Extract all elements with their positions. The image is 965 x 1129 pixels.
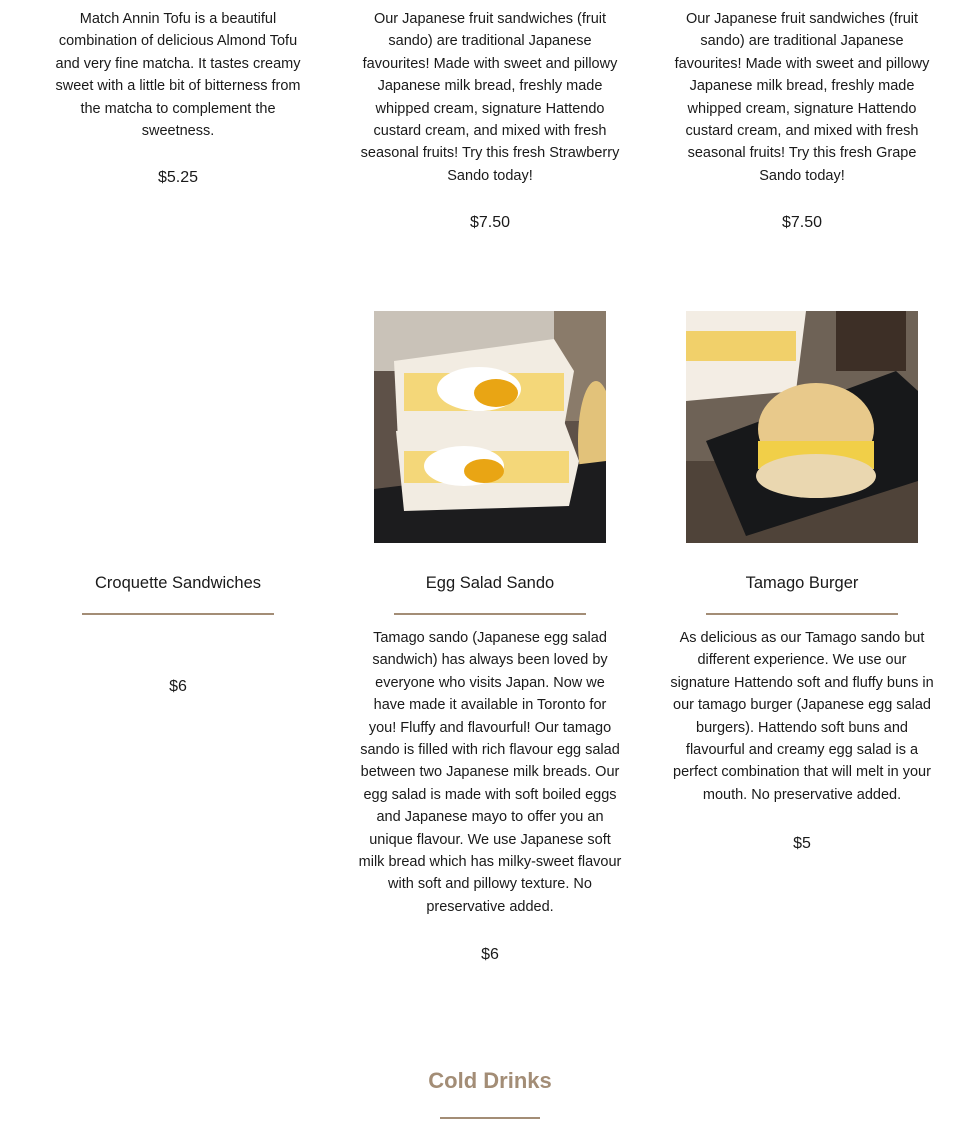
item-price: $5.25: [157, 169, 199, 186]
item-price: $7.50: [781, 214, 823, 231]
item-description: Our Japanese fruit sandwiches (fruit sando) are traditional Japanese favourites! Made with sweet and pillowy Japanese milk bread, freshly made whipped cream, signature Hattendo custard cream, and mixed with fresh seasonal fruits! Try this fresh Strawberry Sando today!: [360, 11, 620, 184]
item-title: Croquette Sandwiches: [94, 574, 261, 592]
menu-item-egg-salad-sando: [358, 560, 622, 980]
item-price: $6: [481, 946, 499, 963]
item-title: Egg Salad Sando: [425, 574, 555, 592]
item-price: $5: [793, 835, 811, 852]
item-description: Our Japanese fruit sandwiches (fruit sando) are traditional Japanese favourites! Made with sweet and pillowy Japanese milk bread, freshly made whipped cream, signature Hattendo custard cream, and mixed with fresh seasonal fruits! Try this fresh Grape Sando today!: [674, 11, 930, 184]
tamago-burger-photo: [686, 311, 918, 543]
title-divider: [82, 613, 274, 615]
menu-item-grape-sando: [670, 8, 934, 248]
section-divider: [440, 1117, 540, 1119]
item-title: Tamago Burger: [745, 574, 859, 592]
title-divider: [706, 613, 898, 615]
menu-item-matcha-annin-tofu: [52, 8, 304, 208]
egg-salad-sando-photo: [374, 311, 606, 543]
menu-item-strawberry-sando: [358, 8, 622, 248]
item-price: $7.50: [469, 214, 511, 231]
section-title-cold-drinks: Cold Drinks: [428, 1068, 552, 1093]
menu-item-tamago-burger: [670, 560, 934, 870]
menu-item-croquette-sandwiches: [52, 560, 304, 710]
item-price: $6: [169, 678, 187, 695]
item-description: As delicious as our Tamago sando but different experience. We use our signature Hattendo soft and fluffy buns in our tamago burger (Japanese egg salad burgers). Hattendo soft buns and flavourful and creamy egg salad is a perfect combination that will melt in your mouth. No preservative added.: [670, 630, 934, 803]
item-description: Tamago sando (Japanese egg salad sandwich) has always been loved by everyone who visits Japan. Now we have made it available in Toronto for you! Fluffy and flavourful! Our tamago sando is filled with rich flavour egg salad between two Japanese milk breads. Our egg salad is made with soft boiled eggs and Japanese mayo to offer you an unique flavour. We use Japanese soft milk bread which has milky-sweet flavour with soft and pillowy texture. No preservative added.: [358, 630, 622, 915]
title-divider: [394, 613, 586, 615]
item-description: Match Annin Tofu is a beautiful combination of delicious Almond Tofu and very fine matcha. It tastes creamy sweet with a little bit of bitterness from the matcha to complement the sweetness.: [55, 11, 301, 140]
